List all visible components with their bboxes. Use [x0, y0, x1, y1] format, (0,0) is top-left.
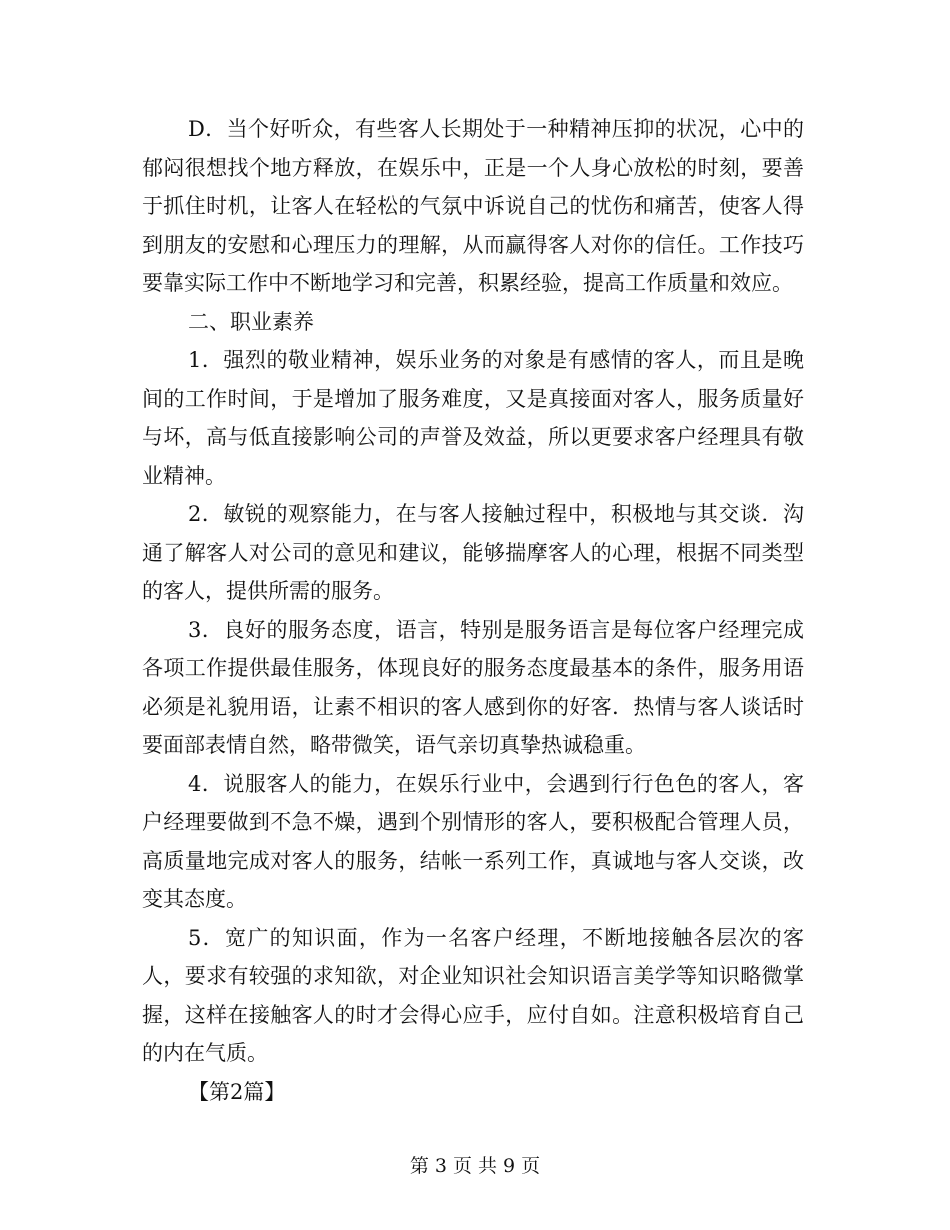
document-body — [142, 110, 804, 1111]
paragraph-d-good-listener: D．当个好听众，有些客人长期处于一种精神压抑的状况，心中的郁闷很想找个地方释放，在娱乐中，正是一个人身心放松的时刻，要善于抓住时机，让客人在轻松的气氛中诉说自己的忧伤和痛苦，使客人得到朋友的安慰和心理压力的理解，从而赢得客人对你的信任。工作技巧要靠实际工作中不断地学习和完善，积累经验，提高工作质量和效应。 — [142, 117, 804, 295]
paragraph-1-dedication: 1．强烈的敬业精神，娱乐业务的对象是有感情的客人，而且是晚间的工作时间，于是增加了服务难度，又是真接面对客人，服务质量好与坏，高与低直接影响公司的声誉及效益，所以更要求客户经理具有敬业精神。 — [142, 348, 804, 488]
paragraph-5-knowledge: 5．宽广的知识面，作为一名客户经理，不断地接触各层次的客人，要求有较强的求知欲，对企业知识社会知识语言美学等知识略微掌握，这样在接触客人的时才会得心应手，应付自如。注意积极培育自己的内在气质。 — [142, 925, 804, 1065]
section-heading-professional-quality: 二、职业素养 — [188, 309, 314, 334]
paragraph-4-persuasion: 4．说服客人的能力，在娱乐行业中，会遇到行行色色的客人，客户经理要做到不急不燥，遇到个别情形的客人，要积极配合管理人员，高质量地完成对客人的服务，结帐一系列工作，真诚地与客人交谈，改变其态度。 — [142, 771, 804, 911]
page-number-footer: 第 3 页 共 9 页 — [409, 1155, 541, 1177]
paragraph-2-observation: 2．敏锐的观察能力，在与客人接触过程中，积极地与其交谈．沟通了解客人对公司的意见和建议，能够揣摩客人的心理，根据不同类型的客人，提供所需的服务。 — [142, 502, 804, 603]
paragraph-3-service-attitude: 3．良好的服务态度，语言，特别是服务语言是每位客户经理完成各项工作提供最佳服务，体现良好的服务态度最基本的条件，服务用语必须是礼貌用语，让素不相识的客人感到你的好客．热情与客人谈话时要面部表情自然，略带微笑，语气亲切真挚热诚稳重。 — [142, 617, 804, 757]
section-heading-part-2: 【第2篇】 — [188, 1079, 286, 1104]
